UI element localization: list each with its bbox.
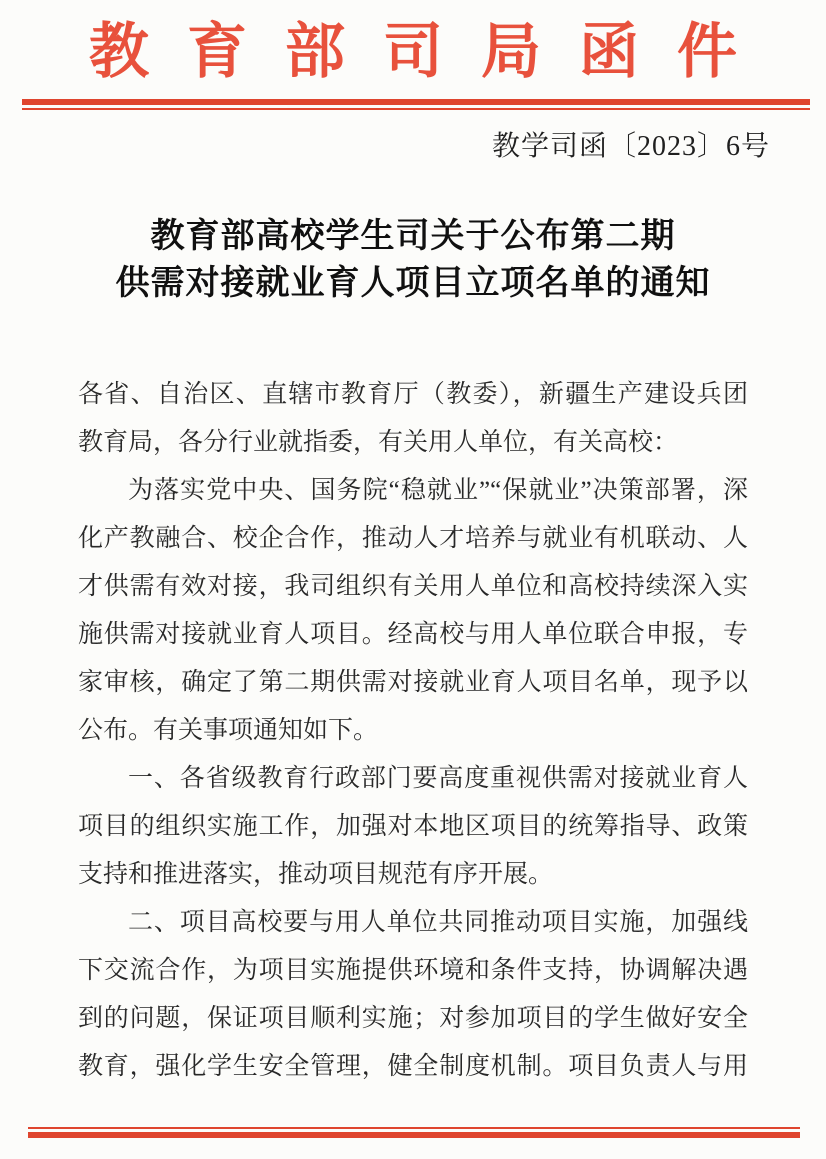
body-text-line: 二、项目高校要与用人单位共同推动项目实施，加强线 [128,909,748,936]
body-text-line: 为落实党中央、国务院“稳就业”“保就业”决策部署，深 [128,477,748,504]
body-text-line: 教育，强化学生安全管理，健全制度机制。项目负责人与用 [78,1053,748,1080]
body-text-line: 下交流合作，为项目实施提供环境和条件支持，协调解决遇 [78,957,748,984]
body-text-line: 到的问题，保证项目顺利实施；对参加项目的学生做好安全 [78,1005,748,1032]
document-number: 教学司函〔2023〕6号 [491,131,770,162]
body-text-line: 支持和推进落实，推动项目规范有序开展。 [78,861,554,888]
masthead-title: 教育部司局函件 [89,19,775,85]
notice-title [0,213,826,307]
notice-title-line2: 供需对接就业育人项目立项名单的通知 [115,265,711,302]
body-text-line: 才供需有效对接，我司组织有关用人单位和高校持续深入实 [78,573,748,600]
body-text [78,371,748,1091]
header-rule-thick [22,99,810,105]
body-text-line: 公布。有关事项通知如下。 [78,717,379,744]
footer-rule-thick [28,1132,800,1138]
notice-title-line1: 教育部高校学生司关于公布第二期 [150,218,676,255]
footer-rule-thin [28,1127,800,1129]
body-text-line: 施供需对接就业育人项目。经高校与用人单位联合申报，专 [78,621,748,648]
footer-double-rule [28,1127,800,1138]
body-text-line: 各省、自治区、直辖市教育厅（教委），新疆生产建设兵团 [78,381,748,408]
header-rule-thin [22,108,810,110]
body-text-line: 项目的组织实施工作，加强对本地区项目的统筹指导、政策 [78,813,748,840]
header-double-rule [22,99,810,110]
body-text-line: 化产教融合、校企合作，推动人才培养与就业有机联动、人 [78,525,748,552]
body-text-line: 家审核，确定了第二期供需对接就业育人项目名单，现予以 [78,669,748,696]
body-text-line: 教育局，各分行业就指委，有关用人单位，有关高校： [78,429,679,456]
body-text-line: 一、各省级教育行政部门要高度重视供需对接就业育人 [128,765,748,792]
